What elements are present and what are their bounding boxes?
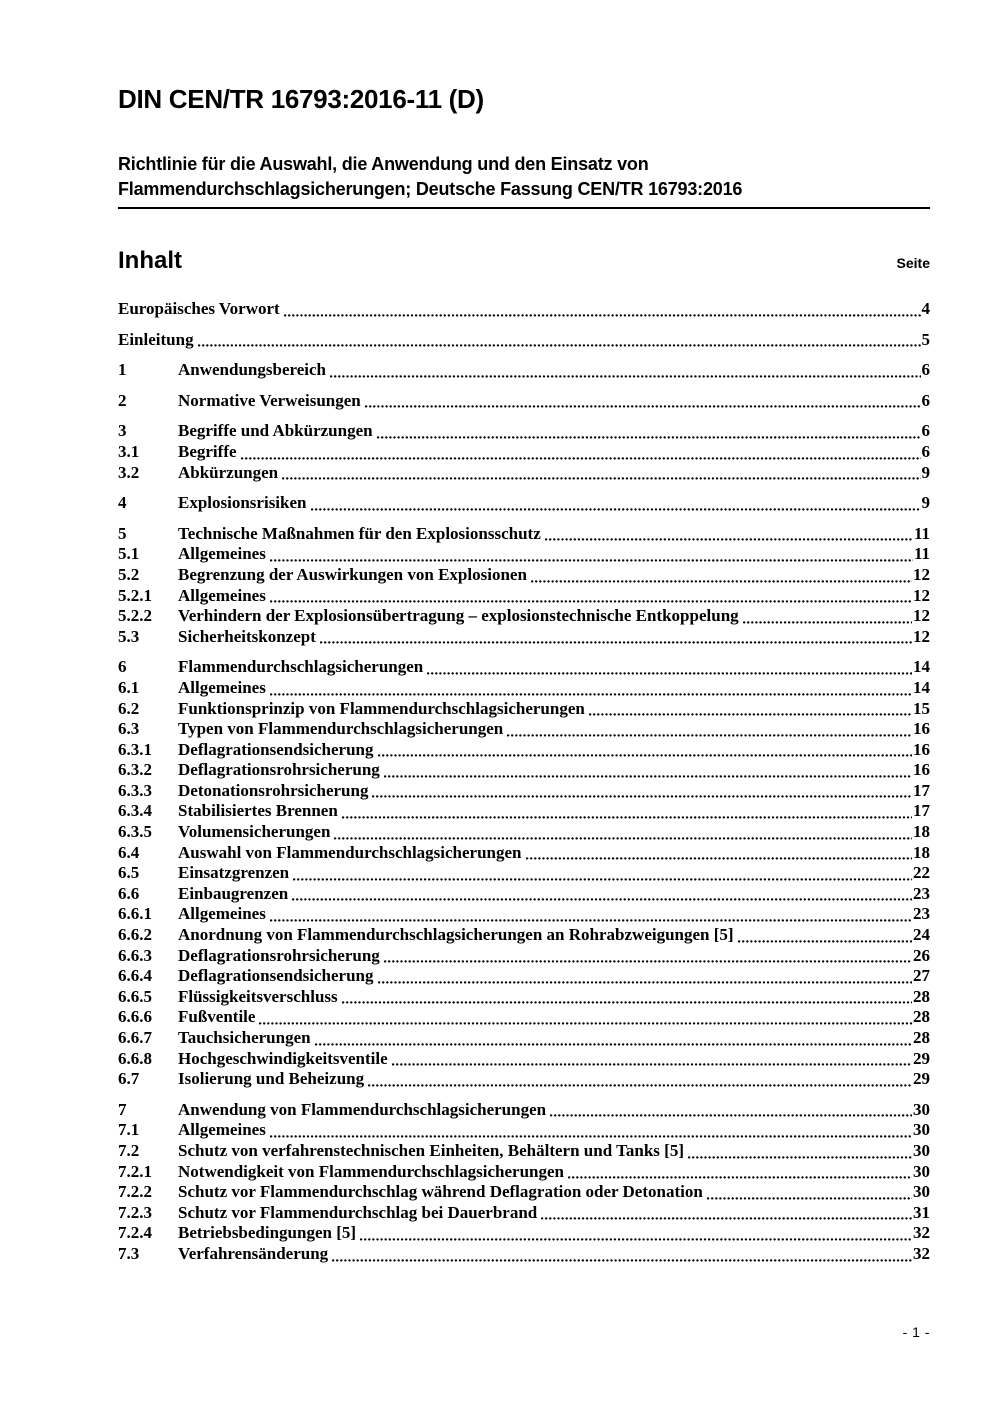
header-rule xyxy=(118,207,930,209)
toc-group xyxy=(118,524,930,648)
toc-entry-label: Begriffe und Abkürzungen xyxy=(178,421,373,441)
toc-entry-label: Detonationsrohrsicherung xyxy=(178,780,369,800)
toc-entry-label: Technische Maßnahmen für den Explosionsschutz xyxy=(178,523,541,543)
toc-entry xyxy=(118,719,930,740)
toc-entry-page: 17 xyxy=(913,801,930,821)
toc-entry-page: 6 xyxy=(921,360,930,380)
toc-entry-page: 28 xyxy=(913,986,930,1006)
toc-entry xyxy=(118,657,930,678)
toc-entry-page: 16 xyxy=(913,760,930,780)
toc-entry xyxy=(118,740,930,761)
toc-dot-leader xyxy=(332,1259,912,1262)
toc-group xyxy=(118,299,930,320)
document-subtitle xyxy=(118,152,930,202)
toc-entry-label: Funktionsprinzip von Flammendurchschlagsicherungen xyxy=(178,698,585,718)
toc-entry-label: Volumensicherungen xyxy=(178,822,331,842)
toc-entry-page: 9 xyxy=(921,462,930,482)
toc-entry xyxy=(118,1007,930,1028)
toc-entry xyxy=(118,463,930,484)
toc-entry-label: Deflagrationsrohrsicherung xyxy=(178,760,380,780)
toc-entry-label: Verhindern der Explosionsübertragung – explosionstechnische Entkoppelung xyxy=(178,606,739,626)
toc-entry-page: 6 xyxy=(921,441,930,461)
toc-entry-page: 14 xyxy=(913,677,930,697)
toc-entry xyxy=(118,760,930,781)
toc-entry-number: 6.2 xyxy=(118,698,140,718)
toc-dot-leader xyxy=(311,508,921,511)
toc-entry-page: 16 xyxy=(913,739,930,759)
toc-dot-leader xyxy=(342,816,912,819)
toc-entry-page: 30 xyxy=(913,1099,930,1119)
toc-entry-page: 17 xyxy=(913,780,930,800)
toc-header xyxy=(118,247,930,275)
toc-entry xyxy=(118,360,930,381)
toc-entry-number: 7.2 xyxy=(118,1140,140,1160)
toc-dot-leader xyxy=(293,878,912,881)
toc-entry-number: 6.3.4 xyxy=(118,801,152,821)
toc-entry xyxy=(118,565,930,586)
toc-entry-page: 29 xyxy=(913,1069,930,1089)
toc-dot-leader xyxy=(241,457,921,460)
toc-dot-leader xyxy=(334,837,912,840)
toc-dot-leader xyxy=(377,436,921,439)
toc-dot-leader xyxy=(384,960,912,963)
toc-entry-page: 32 xyxy=(913,1243,930,1263)
toc-dot-leader xyxy=(270,919,912,922)
toc-entry-number: 3 xyxy=(118,421,127,441)
toc-entry-page: 14 xyxy=(913,657,930,677)
toc-entry-number: 5.2 xyxy=(118,564,140,584)
toc-dot-leader xyxy=(384,775,912,778)
toc-group xyxy=(118,493,930,514)
toc-entry-label: Allgemeines xyxy=(178,677,266,697)
toc-entry-number: 6.6.2 xyxy=(118,925,152,945)
toc-entry-label: Deflagrationsendsicherung xyxy=(178,966,374,986)
table-of-contents xyxy=(118,299,930,1265)
toc-entry-page: 12 xyxy=(913,585,930,605)
toc-entry xyxy=(118,1049,930,1070)
toc-entry-page: 31 xyxy=(913,1202,930,1222)
toc-dot-leader xyxy=(392,1063,912,1066)
toc-entry xyxy=(118,966,930,987)
toc-entry-page: 11 xyxy=(913,523,930,543)
toc-dot-leader xyxy=(330,375,921,378)
toc-entry xyxy=(118,1203,930,1224)
toc-dot-leader xyxy=(738,940,912,943)
toc-entry-number: 7.2.3 xyxy=(118,1202,152,1222)
toc-entry-number: 6.3 xyxy=(118,719,140,739)
toc-entry-label: Allgemeines xyxy=(178,1120,266,1140)
toc-entry-page: 18 xyxy=(913,842,930,862)
toc-entry-number: 7.2.2 xyxy=(118,1182,152,1202)
toc-entry-number: 6.6.1 xyxy=(118,904,152,924)
toc-entry xyxy=(118,1244,930,1265)
toc-entry-number: 5.3 xyxy=(118,626,140,646)
page-footer xyxy=(903,1324,930,1340)
toc-entry-label: Flammendurchschlagsicherungen xyxy=(178,657,424,677)
toc-dot-leader xyxy=(688,1156,912,1159)
toc-entry-page: 18 xyxy=(913,822,930,842)
toc-entry-number: 4 xyxy=(118,493,127,513)
toc-entry-page: 24 xyxy=(913,925,930,945)
toc-dot-leader xyxy=(368,1084,912,1087)
toc-entry-label: Notwendigkeit von Flammendurchschlagsicherungen xyxy=(178,1161,564,1181)
toc-entry-label: Auswahl von Flammendurchschlagsicherungen xyxy=(178,842,522,862)
toc-entry-number: 5.1 xyxy=(118,544,140,564)
toc-entry-label: Betriebsbedingungen [5] xyxy=(178,1223,357,1243)
toc-dot-leader xyxy=(378,754,913,757)
toc-entry-label: Begriffe xyxy=(178,441,237,461)
toc-dot-leader xyxy=(360,1238,912,1241)
toc-entry-number: 6.4 xyxy=(118,842,140,862)
toc-entry-number: 7.2.4 xyxy=(118,1223,152,1243)
toc-entry xyxy=(118,627,930,648)
toc-entry-page: 9 xyxy=(921,493,930,513)
toc-entry-number: 6.6.6 xyxy=(118,1007,152,1027)
toc-entry xyxy=(118,678,930,699)
toc-entry xyxy=(118,1069,930,1090)
toc-entry xyxy=(118,843,930,864)
toc-entry-number: 7.1 xyxy=(118,1120,140,1140)
toc-entry-page: 16 xyxy=(913,719,930,739)
toc-dot-leader xyxy=(568,1176,912,1179)
toc-entry-label: Stabilisiertes Brennen xyxy=(178,801,338,821)
toc-group xyxy=(118,330,930,351)
toc-dot-leader xyxy=(284,314,921,317)
toc-entry-page: 11 xyxy=(913,544,930,564)
toc-entry xyxy=(118,330,930,351)
toc-dot-leader xyxy=(315,1043,912,1046)
toc-heading: Inhalt xyxy=(118,247,182,274)
toc-page-column-label: Seite xyxy=(896,255,930,271)
toc-dot-leader xyxy=(372,795,912,798)
toc-entry xyxy=(118,781,930,802)
toc-entry-label: Deflagrationsendsicherung xyxy=(178,739,374,759)
document-subtitle-line2: Flammendurchschlagsicherungen; Deutsche Fassung CEN/TR 16793:2016 xyxy=(118,179,743,199)
toc-entry-number: 6.3.5 xyxy=(118,822,152,842)
toc-entry-label: Explosionsrisiken xyxy=(178,493,307,513)
toc-entry-label: Deflagrationsrohrsicherung xyxy=(178,945,380,965)
toc-entry-number: 5.2.1 xyxy=(118,585,152,605)
toc-entry xyxy=(118,606,930,627)
toc-entry xyxy=(118,1182,930,1203)
toc-entry-label: Anwendungsbereich xyxy=(178,360,326,380)
toc-entry-page: 30 xyxy=(913,1161,930,1181)
toc-entry-number: 6 xyxy=(118,657,127,677)
toc-dot-leader xyxy=(427,672,912,675)
toc-entry-number: 7.2.1 xyxy=(118,1161,152,1181)
toc-entry-label: Sicherheitskonzept xyxy=(178,626,316,646)
document-page xyxy=(118,0,930,1265)
toc-dot-leader xyxy=(282,477,920,480)
toc-entry xyxy=(118,1162,930,1183)
toc-entry-number: 6.3.1 xyxy=(118,739,152,759)
toc-entry-label: Einleitung xyxy=(118,329,194,349)
toc-entry-number: 3.1 xyxy=(118,441,140,461)
toc-entry xyxy=(118,524,930,545)
toc-entry-number: 6.5 xyxy=(118,863,140,883)
toc-entry-number: 7 xyxy=(118,1099,127,1119)
toc-entry-number: 1 xyxy=(118,360,127,380)
toc-entry-page: 4 xyxy=(921,299,930,318)
toc-entry xyxy=(118,391,930,412)
toc-entry xyxy=(118,299,930,320)
toc-entry-label: Hochgeschwindigkeitsventile xyxy=(178,1048,388,1068)
toc-entry-page: 30 xyxy=(913,1140,930,1160)
toc-group xyxy=(118,657,930,1089)
toc-entry-number: 6.6.3 xyxy=(118,945,152,965)
toc-entry-page: 12 xyxy=(913,606,930,626)
toc-dot-leader xyxy=(270,1135,912,1138)
toc-entry-number: 6.1 xyxy=(118,677,140,697)
toc-entry-label: Schutz vor Flammendurchschlag während Deflagration oder Detonation xyxy=(178,1182,703,1202)
toc-entry-label: Flüssigkeitsverschluss xyxy=(178,986,338,1006)
toc-entry-number: 6.6.7 xyxy=(118,1028,152,1047)
toc-entry-page: 5 xyxy=(921,329,930,349)
toc-entry-number: 6.3.3 xyxy=(118,780,152,800)
toc-dot-leader xyxy=(270,693,912,696)
toc-dot-leader xyxy=(378,981,913,984)
toc-entry-label: Anordnung von Flammendurchschlagsicherungen an Rohrabzweigungen [5] xyxy=(178,925,734,945)
toc-entry xyxy=(118,442,930,463)
toc-dot-leader xyxy=(589,713,912,716)
page-number: - 1 - xyxy=(902,1324,930,1340)
toc-group xyxy=(118,360,930,381)
toc-entry-label: Fußventile xyxy=(178,1007,256,1027)
toc-entry xyxy=(118,1223,930,1244)
toc-entry-number: 7.3 xyxy=(118,1243,140,1263)
toc-entry-page: 28 xyxy=(913,1007,930,1027)
toc-dot-leader xyxy=(526,857,912,860)
toc-entry xyxy=(118,822,930,843)
toc-entry xyxy=(118,904,930,925)
toc-entry xyxy=(118,801,930,822)
document-title: DIN CEN/TR 16793:2016-11 (D) xyxy=(118,84,484,114)
toc-entry-page: 30 xyxy=(913,1120,930,1140)
toc-dot-leader xyxy=(743,621,912,624)
toc-entry xyxy=(118,1141,930,1162)
toc-entry xyxy=(118,1120,930,1141)
toc-entry xyxy=(118,1100,930,1121)
toc-group xyxy=(118,391,930,412)
toc-entry-label: Allgemeines xyxy=(178,585,266,605)
toc-entry-label: Allgemeines xyxy=(178,904,266,924)
toc-entry-number: 6.6.4 xyxy=(118,966,152,986)
toc-entry xyxy=(118,946,930,967)
toc-entry-page: 23 xyxy=(913,904,930,924)
toc-entry-label: Abkürzungen xyxy=(178,462,279,482)
toc-entry-label: Begrenzung der Auswirkungen von Explosionen xyxy=(178,564,527,584)
toc-entry-page: 30 xyxy=(913,1182,930,1202)
toc-dot-leader xyxy=(270,559,913,562)
toc-group xyxy=(118,1100,930,1265)
toc-entry-number: 6.3.2 xyxy=(118,760,152,780)
toc-entry-label: Isolierung und Beheizung xyxy=(178,1069,365,1089)
toc-entry xyxy=(118,544,930,565)
toc-entry-label: Schutz von verfahrenstechnischen Einheiten, Behältern und Tanks [5] xyxy=(178,1140,684,1160)
toc-entry xyxy=(118,421,930,442)
toc-dot-leader xyxy=(550,1114,912,1117)
toc-entry-page: 28 xyxy=(913,1028,930,1047)
toc-dot-leader xyxy=(365,405,921,408)
toc-entry xyxy=(118,699,930,720)
toc-dot-leader xyxy=(545,538,913,541)
toc-entry-label: Einbaugrenzen xyxy=(178,883,289,903)
toc-entry-label: Normative Verweisungen xyxy=(178,390,361,410)
toc-entry-label: Typen von Flammendurchschlagsicherungen xyxy=(178,719,504,739)
document-subtitle-line1: Richtlinie für die Auswahl, die Anwendung und den Einsatz von xyxy=(118,154,649,174)
toc-entry-number: 6.6 xyxy=(118,883,140,903)
toc-group xyxy=(118,421,930,483)
toc-entry-page: 12 xyxy=(913,564,930,584)
toc-entry-label: Allgemeines xyxy=(178,544,266,564)
toc-dot-leader xyxy=(507,734,912,737)
toc-entry-number: 6.7 xyxy=(118,1069,140,1089)
toc-entry xyxy=(118,884,930,905)
toc-dot-leader xyxy=(342,1001,912,1004)
toc-dot-leader xyxy=(292,898,912,901)
toc-entry-label: Europäisches Vorwort xyxy=(118,299,280,318)
toc-entry xyxy=(118,863,930,884)
toc-entry-label: Einsatzgrenzen xyxy=(178,863,290,883)
toc-entry-label: Tauchsicherungen xyxy=(178,1028,311,1047)
toc-entry-page: 6 xyxy=(921,390,930,410)
toc-entry-page: 15 xyxy=(913,698,930,718)
toc-entry xyxy=(118,1028,930,1049)
toc-entry-page: 27 xyxy=(913,966,930,986)
toc-entry-number: 6.6.5 xyxy=(118,986,152,1006)
toc-dot-leader xyxy=(198,344,921,347)
toc-entry-number: 3.2 xyxy=(118,462,140,482)
toc-entry-number: 5.2.2 xyxy=(118,606,152,626)
toc-dot-leader xyxy=(707,1197,912,1200)
toc-entry xyxy=(118,987,930,1008)
toc-entry-label: Schutz vor Flammendurchschlag bei Dauerbrand xyxy=(178,1202,538,1222)
toc-entry-page: 12 xyxy=(913,626,930,646)
toc-entry-number: 2 xyxy=(118,390,127,410)
toc-dot-leader xyxy=(320,641,912,644)
toc-entry xyxy=(118,586,930,607)
toc-dot-leader xyxy=(259,1022,912,1025)
toc-entry-label: Anwendung von Flammendurchschlagsicherungen xyxy=(178,1099,547,1119)
toc-entry-page: 29 xyxy=(913,1048,930,1068)
toc-entry-page: 26 xyxy=(913,945,930,965)
toc-entry-page: 6 xyxy=(921,421,930,441)
toc-entry-number: 6.6.8 xyxy=(118,1048,152,1068)
toc-dot-leader xyxy=(531,580,912,583)
toc-entry-page: 32 xyxy=(913,1223,930,1243)
toc-entry-page: 22 xyxy=(913,863,930,883)
toc-entry xyxy=(118,493,930,514)
toc-entry-page: 23 xyxy=(913,883,930,903)
toc-dot-leader xyxy=(541,1217,912,1220)
toc-entry xyxy=(118,925,930,946)
toc-entry-label: Verfahrensänderung xyxy=(178,1243,329,1263)
toc-entry-number: 5 xyxy=(118,523,127,543)
toc-dot-leader xyxy=(270,600,912,603)
